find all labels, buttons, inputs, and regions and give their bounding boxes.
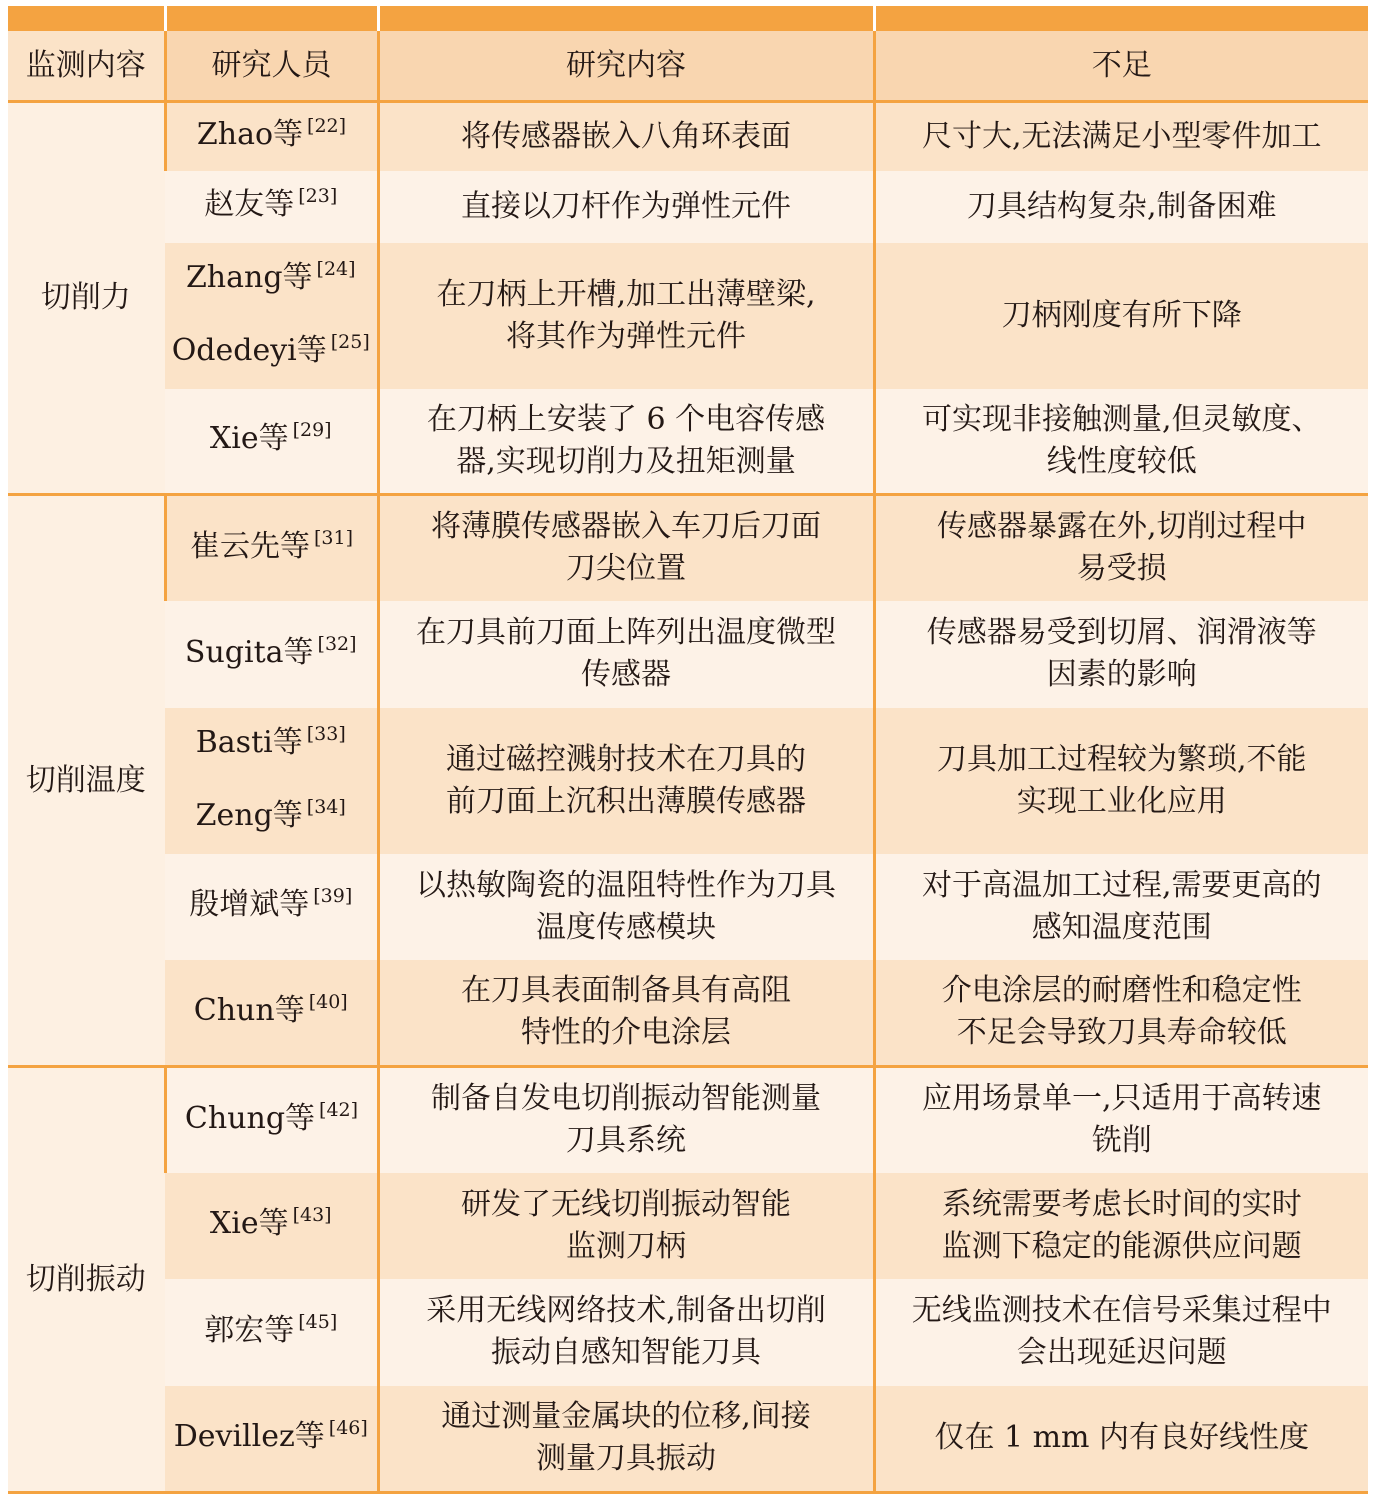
header-row xyxy=(8,31,1368,102)
researcher-name: 崔云先等 xyxy=(189,528,310,564)
table-row xyxy=(8,243,1368,389)
reference-number: [39] xyxy=(313,885,353,907)
researcher-entry xyxy=(204,1310,337,1355)
researcher-name: 殷增斌等 xyxy=(189,887,310,922)
researcher-entry xyxy=(165,708,377,781)
reference-number: [43] xyxy=(292,1204,332,1226)
table-row xyxy=(8,1173,1368,1279)
researcher-name: Devillez等 xyxy=(173,1418,325,1454)
shortcoming-cell: 可实现非接触测量,但灵敏度、 线性度较低 xyxy=(874,389,1368,495)
researcher-entry xyxy=(185,632,357,677)
researcher-name: Basti等 xyxy=(195,724,303,760)
research-content-cell: 直接以刀杆作为弹性元件 xyxy=(378,171,874,243)
header-research-content: 研究内容 xyxy=(378,31,874,102)
researchers-cell xyxy=(165,960,378,1067)
shortcoming-cell: 对于高温加工过程,需要更高的 感知温度范围 xyxy=(874,854,1368,960)
research-content-cell: 在刀柄上安装了 6 个电容传感 器,实现切削力及扭矩测量 xyxy=(378,389,874,495)
shortcoming-cell: 刀柄刚度有所下降 xyxy=(874,243,1368,389)
researcher-name: Odedeyi等 xyxy=(171,332,327,368)
header-researchers: 研究人员 xyxy=(165,31,378,102)
researcher-name: Sugita等 xyxy=(184,634,314,670)
reference-number: [29] xyxy=(292,419,332,442)
shortcoming-cell: 系统需要考虑长时间的实时 监测下稳定的能源供应问题 xyxy=(874,1173,1368,1279)
table-row xyxy=(8,708,1368,854)
table-row xyxy=(8,171,1368,243)
researchers-cell xyxy=(165,1173,378,1279)
reference-number: [34] xyxy=(306,795,346,818)
researchers-cell xyxy=(165,1386,378,1493)
research-content-cell: 研发了无线切削振动智能 监测刀柄 xyxy=(378,1173,874,1279)
researcher-entry xyxy=(210,1203,332,1248)
researchers-cell xyxy=(165,102,378,171)
reference-number: [32] xyxy=(317,632,357,655)
researcher-entry xyxy=(189,884,352,929)
researcher-name: Xie等 xyxy=(209,421,289,457)
table-body xyxy=(8,102,1368,1493)
reference-number: [42] xyxy=(319,1098,359,1121)
researchers-cell xyxy=(165,171,378,243)
reference-number: [40] xyxy=(308,990,348,1013)
research-content-cell: 在刀具表面制备具有高阻 特性的介电涂层 xyxy=(378,960,874,1067)
researcher-entry xyxy=(194,990,348,1035)
shortcoming-cell: 介电涂层的耐磨性和稳定性 不足会导致刀具寿命较低 xyxy=(874,960,1368,1067)
researchers-cell xyxy=(165,495,378,601)
shortcoming-cell: 无线监测技术在信号采集过程中 会出现延迟问题 xyxy=(874,1279,1368,1386)
table-row xyxy=(8,495,1368,601)
researcher-entry xyxy=(197,114,346,159)
reference-number: [24] xyxy=(316,257,356,280)
research-content-cell: 以热敏陶瓷的温阻特性作为刀具 温度传感模块 xyxy=(378,854,874,960)
researcher-entry xyxy=(165,243,377,316)
researcher-entry xyxy=(165,781,377,854)
researcher-name: Zhao等 xyxy=(196,117,304,153)
researchers-cell xyxy=(165,243,378,389)
header-monitoring-content: 监测内容 xyxy=(8,31,165,102)
research-content-cell: 在刀柄上开槽,加工出薄壁梁, 将其作为弹性元件 xyxy=(378,243,874,389)
category-cell: 切削温度 xyxy=(8,495,165,1067)
researcher-entry xyxy=(204,184,337,229)
reference-number: [46] xyxy=(328,1416,368,1439)
table-row xyxy=(8,389,1368,495)
researcher-entry xyxy=(185,1098,358,1143)
table-row xyxy=(8,854,1368,960)
shortcoming-cell: 应用场景单一,只适用于高转速 铣削 xyxy=(874,1067,1368,1173)
researcher-name: Zeng等 xyxy=(195,797,303,833)
researchers-cell xyxy=(165,601,378,708)
researchers-cell xyxy=(165,389,378,495)
researcher-name: Xie等 xyxy=(209,1206,289,1241)
researcher-name: 郭宏等 xyxy=(204,1312,295,1348)
researchers-cell xyxy=(165,708,378,854)
shortcoming-cell: 仅在 1 mm 内有良好线性度 xyxy=(874,1386,1368,1493)
researcher-name: Chun等 xyxy=(193,992,305,1028)
comparison-table-container xyxy=(8,6,1368,1494)
category-cell: 切削振动 xyxy=(8,1067,165,1493)
shortcoming-cell: 刀具加工过程较为繁琐,不能 实现工业化应用 xyxy=(874,708,1368,854)
reference-number: [23] xyxy=(298,185,338,207)
researchers-cell xyxy=(165,1067,378,1173)
reference-number: [22] xyxy=(307,115,347,138)
researcher-entry xyxy=(190,526,353,571)
shortcoming-cell: 传感器暴露在外,切削过程中 易受损 xyxy=(874,495,1368,601)
researcher-name: Zhang等 xyxy=(185,259,313,295)
table-row xyxy=(8,960,1368,1067)
table-row xyxy=(8,1067,1368,1173)
reference-number: [31] xyxy=(313,526,353,549)
reference-number: [45] xyxy=(298,1310,338,1333)
research-content-cell: 通过测量金属块的位移,间接 测量刀具振动 xyxy=(378,1386,874,1493)
shortcoming-cell: 尺寸大,无法满足小型零件加工 xyxy=(874,102,1368,171)
shortcoming-cell: 传感器易受到切屑、润滑液等 因素的影响 xyxy=(874,601,1368,708)
research-content-cell: 通过磁控溅射技术在刀具的 前刀面上沉积出薄膜传感器 xyxy=(378,708,874,854)
header-accent-band xyxy=(8,6,1368,31)
researcher-name: 赵友等 xyxy=(204,187,295,222)
table-row xyxy=(8,1386,1368,1493)
research-content-cell: 将传感器嵌入八角环表面 xyxy=(378,102,874,171)
header-shortcomings: 不足 xyxy=(874,31,1368,102)
research-content-cell: 在刀具前刀面上阵列出温度微型 传感器 xyxy=(378,601,874,708)
reference-number: [25] xyxy=(330,330,370,353)
table-row xyxy=(8,601,1368,708)
shortcoming-cell: 刀具结构复杂,制备困难 xyxy=(874,171,1368,243)
category-cell: 切削力 xyxy=(8,102,165,495)
comparison-table xyxy=(8,6,1368,1494)
table-row xyxy=(8,1279,1368,1386)
research-content-cell: 制备自发电切削振动智能测量 刀具系统 xyxy=(378,1067,874,1173)
researcher-entry xyxy=(165,316,377,389)
researcher-name: Chung等 xyxy=(184,1100,316,1136)
researchers-cell xyxy=(165,854,378,960)
researcher-entry xyxy=(210,418,332,463)
research-content-cell: 采用无线网络技术,制备出切削 振动自感知智能刀具 xyxy=(378,1279,874,1386)
reference-number: [33] xyxy=(306,722,346,745)
researcher-entry xyxy=(174,1416,368,1461)
researchers-cell xyxy=(165,1279,378,1386)
research-content-cell: 将薄膜传感器嵌入车刀后刀面 刀尖位置 xyxy=(378,495,874,601)
table-row xyxy=(8,102,1368,171)
